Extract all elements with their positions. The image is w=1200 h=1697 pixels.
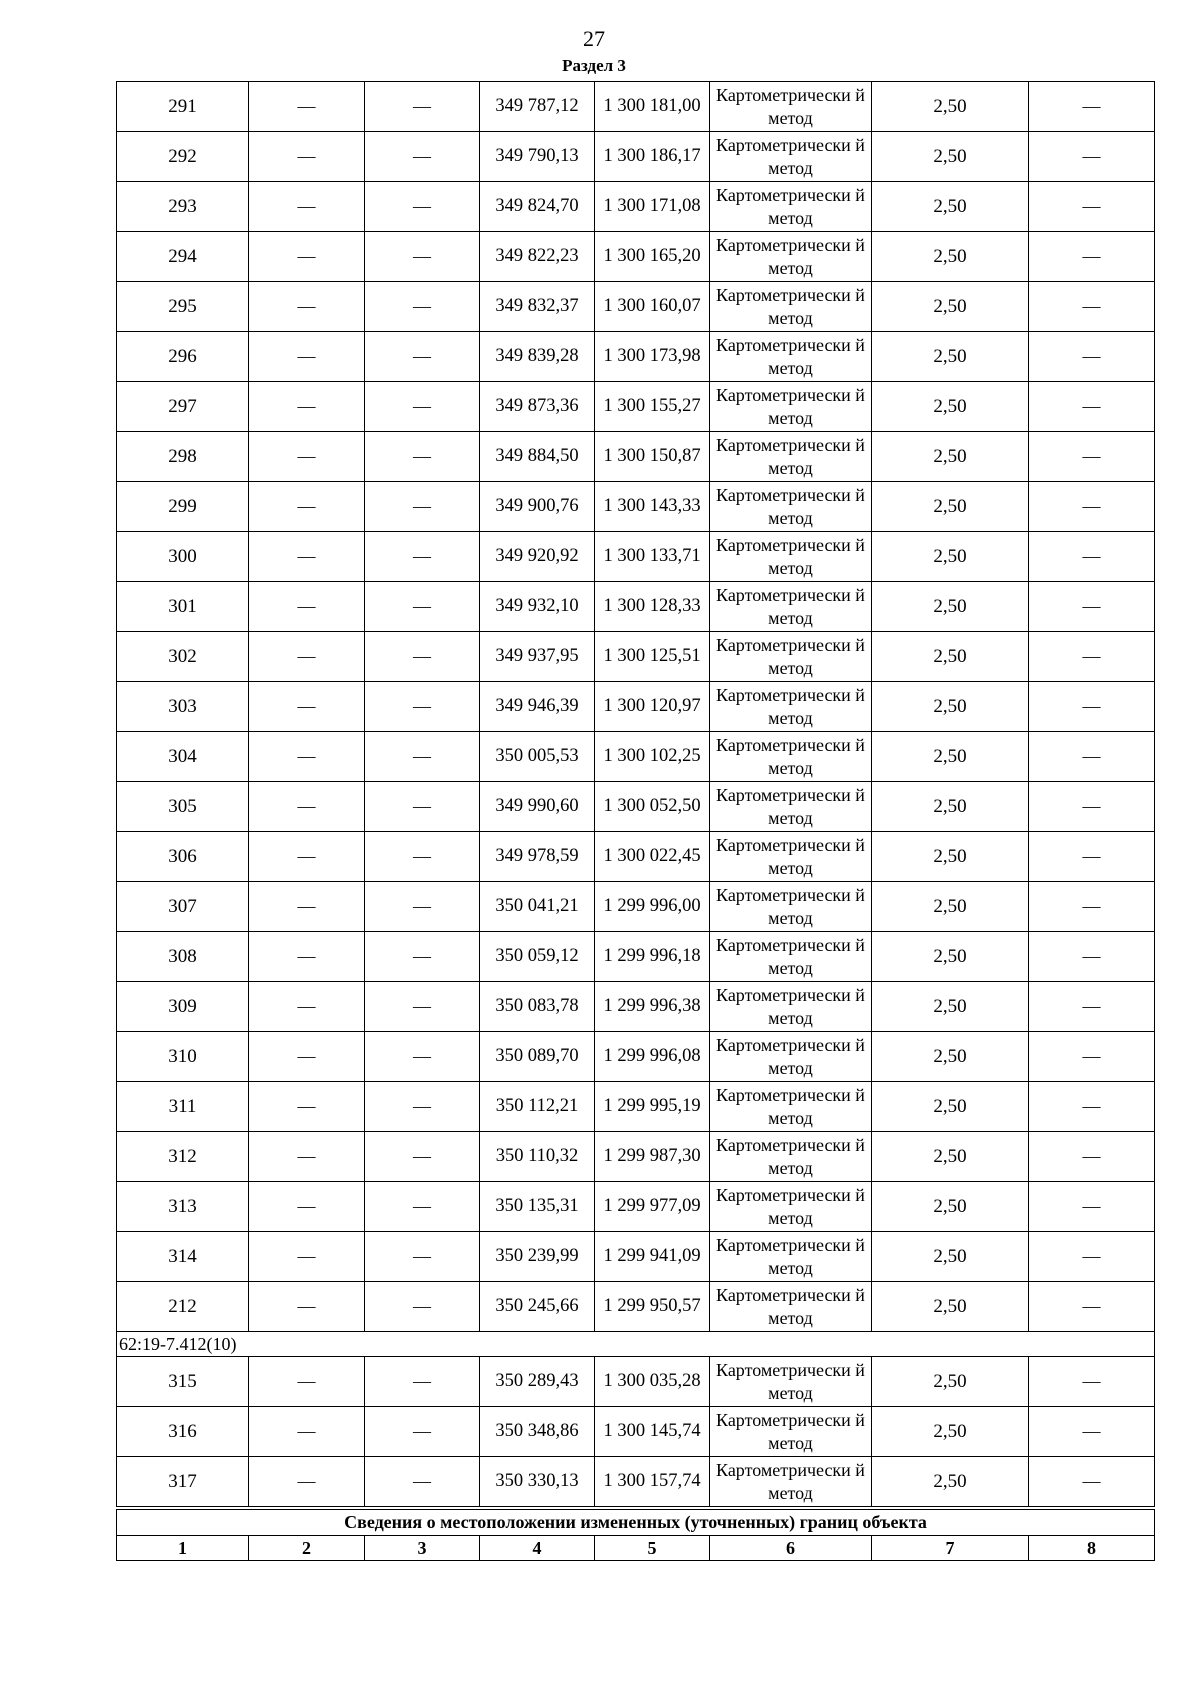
column-8-cell: —	[1029, 532, 1155, 582]
column-8-cell: —	[1029, 482, 1155, 532]
x-coordinate-cell: 349 787,12	[480, 82, 595, 132]
accuracy-cell: 2,50	[872, 182, 1029, 232]
point-number-cell: 212	[117, 1282, 249, 1332]
point-number-cell: 316	[117, 1407, 249, 1457]
column-8-cell: —	[1029, 82, 1155, 132]
column-2-cell: —	[249, 432, 365, 482]
x-coordinate-cell: 350 089,70	[480, 1032, 595, 1082]
table-row	[117, 382, 1155, 432]
column-2-cell: —	[249, 1357, 365, 1407]
method-cell: Картометрически й метод	[710, 732, 872, 782]
method-cell: Картометрически й метод	[710, 232, 872, 282]
point-number-cell: 291	[117, 82, 249, 132]
y-coordinate-cell: 1 300 102,25	[595, 732, 710, 782]
y-coordinate-cell: 1 300 022,45	[595, 832, 710, 882]
point-number-cell: 311	[117, 1082, 249, 1132]
column-2-cell: —	[249, 382, 365, 432]
point-number-cell: 308	[117, 932, 249, 982]
method-cell: Картометрически й метод	[710, 1282, 872, 1332]
method-cell: Картометрически й метод	[710, 182, 872, 232]
coordinates-table	[116, 81, 1155, 1561]
table-row	[117, 682, 1155, 732]
column-3-cell: —	[365, 932, 480, 982]
column-8-cell: —	[1029, 382, 1155, 432]
column-3-cell: —	[365, 82, 480, 132]
x-coordinate-cell: 350 289,43	[480, 1357, 595, 1407]
accuracy-cell: 2,50	[872, 882, 1029, 932]
method-cell: Картометрически й метод	[710, 1457, 872, 1509]
y-coordinate-cell: 1 300 155,27	[595, 382, 710, 432]
x-coordinate-cell: 349 832,37	[480, 282, 595, 332]
y-coordinate-cell: 1 299 950,57	[595, 1282, 710, 1332]
accuracy-cell: 2,50	[872, 432, 1029, 482]
column-3-cell: —	[365, 1357, 480, 1407]
x-coordinate-cell: 349 839,28	[480, 332, 595, 382]
column-number-cell: 4	[480, 1536, 595, 1561]
point-number-cell: 317	[117, 1457, 249, 1509]
column-2-cell: —	[249, 682, 365, 732]
table-row	[117, 932, 1155, 982]
column-number-cell: 1	[117, 1536, 249, 1561]
y-coordinate-cell: 1 300 125,51	[595, 632, 710, 682]
column-2-cell: —	[249, 132, 365, 182]
method-cell: Картометрически й метод	[710, 532, 872, 582]
table-row	[117, 482, 1155, 532]
point-number-cell: 295	[117, 282, 249, 332]
x-coordinate-cell: 350 330,13	[480, 1457, 595, 1509]
x-coordinate-cell: 349 990,60	[480, 782, 595, 832]
column-3-cell: —	[365, 1032, 480, 1082]
column-2-cell: —	[249, 1132, 365, 1182]
column-number-cell: 7	[872, 1536, 1029, 1561]
accuracy-cell: 2,50	[872, 1357, 1029, 1407]
y-coordinate-cell: 1 300 128,33	[595, 582, 710, 632]
table-row	[117, 1132, 1155, 1182]
column-number-cell: 6	[710, 1536, 872, 1561]
column-2-cell: —	[249, 1457, 365, 1509]
column-8-cell: —	[1029, 582, 1155, 632]
column-3-cell: —	[365, 1182, 480, 1232]
point-number-cell: 303	[117, 682, 249, 732]
x-coordinate-cell: 350 245,66	[480, 1282, 595, 1332]
column-8-cell: —	[1029, 982, 1155, 1032]
x-coordinate-cell: 350 005,53	[480, 732, 595, 782]
y-coordinate-cell: 1 300 035,28	[595, 1357, 710, 1407]
accuracy-cell: 2,50	[872, 282, 1029, 332]
y-coordinate-cell: 1 300 157,74	[595, 1457, 710, 1509]
column-2-cell: —	[249, 182, 365, 232]
x-coordinate-cell: 349 884,50	[480, 432, 595, 482]
point-number-cell: 307	[117, 882, 249, 932]
point-number-cell: 301	[117, 582, 249, 632]
column-8-cell: —	[1029, 1182, 1155, 1232]
point-number-cell: 294	[117, 232, 249, 282]
column-8-cell: —	[1029, 932, 1155, 982]
column-2-cell: —	[249, 482, 365, 532]
accuracy-cell: 2,50	[872, 1457, 1029, 1509]
method-cell: Картометрически й метод	[710, 1407, 872, 1457]
y-coordinate-cell: 1 299 995,19	[595, 1082, 710, 1132]
table-row	[117, 632, 1155, 682]
parcel-section-row	[117, 1332, 1155, 1357]
column-2-cell: —	[249, 932, 365, 982]
column-number-cell: 5	[595, 1536, 710, 1561]
accuracy-cell: 2,50	[872, 1232, 1029, 1282]
y-coordinate-cell: 1 299 996,08	[595, 1032, 710, 1082]
table-body	[117, 82, 1155, 1561]
point-number-cell: 297	[117, 382, 249, 432]
column-2-cell: —	[249, 832, 365, 882]
x-coordinate-cell: 349 873,36	[480, 382, 595, 432]
point-number-cell: 305	[117, 782, 249, 832]
point-number-cell: 293	[117, 182, 249, 232]
column-3-cell: —	[365, 382, 480, 432]
column-2-cell: —	[249, 82, 365, 132]
column-8-cell: —	[1029, 282, 1155, 332]
x-coordinate-cell: 350 112,21	[480, 1082, 595, 1132]
accuracy-cell: 2,50	[872, 532, 1029, 582]
table-row	[117, 1032, 1155, 1082]
column-2-cell: —	[249, 332, 365, 382]
column-3-cell: —	[365, 782, 480, 832]
y-coordinate-cell: 1 300 173,98	[595, 332, 710, 382]
summary-row	[117, 1508, 1155, 1536]
column-2-cell: —	[249, 1032, 365, 1082]
point-number-cell: 315	[117, 1357, 249, 1407]
method-cell: Картометрически й метод	[710, 832, 872, 882]
column-8-cell: —	[1029, 182, 1155, 232]
column-8-cell: —	[1029, 432, 1155, 482]
x-coordinate-cell: 349 790,13	[480, 132, 595, 182]
point-number-cell: 312	[117, 1132, 249, 1182]
column-3-cell: —	[365, 1082, 480, 1132]
y-coordinate-cell: 1 299 996,38	[595, 982, 710, 1032]
accuracy-cell: 2,50	[872, 1182, 1029, 1232]
method-cell: Картометрически й метод	[710, 682, 872, 732]
table-row	[117, 732, 1155, 782]
column-3-cell: —	[365, 132, 480, 182]
method-cell: Картометрически й метод	[710, 482, 872, 532]
method-cell: Картометрически й метод	[710, 782, 872, 832]
accuracy-cell: 2,50	[872, 782, 1029, 832]
column-8-cell: —	[1029, 682, 1155, 732]
x-coordinate-cell: 350 041,21	[480, 882, 595, 932]
column-2-cell: —	[249, 1232, 365, 1282]
method-cell: Картометрически й метод	[710, 932, 872, 982]
y-coordinate-cell: 1 300 165,20	[595, 232, 710, 282]
column-8-cell: —	[1029, 1357, 1155, 1407]
x-coordinate-cell: 349 978,59	[480, 832, 595, 882]
column-2-cell: —	[249, 232, 365, 282]
point-number-cell: 302	[117, 632, 249, 682]
point-number-cell: 309	[117, 982, 249, 1032]
accuracy-cell: 2,50	[872, 982, 1029, 1032]
column-8-cell: —	[1029, 882, 1155, 932]
column-8-cell: —	[1029, 832, 1155, 882]
page-number: 27	[583, 26, 605, 51]
point-number-cell: 313	[117, 1182, 249, 1232]
x-coordinate-cell: 350 059,12	[480, 932, 595, 982]
column-2-cell: —	[249, 732, 365, 782]
column-3-cell: —	[365, 232, 480, 282]
point-number-cell: 306	[117, 832, 249, 882]
column-2-cell: —	[249, 532, 365, 582]
column-2-cell: —	[249, 582, 365, 632]
y-coordinate-cell: 1 299 996,00	[595, 882, 710, 932]
y-coordinate-cell: 1 299 987,30	[595, 1132, 710, 1182]
column-8-cell: —	[1029, 132, 1155, 182]
method-cell: Картометрически й метод	[710, 282, 872, 332]
column-8-cell: —	[1029, 1132, 1155, 1182]
column-3-cell: —	[365, 682, 480, 732]
accuracy-cell: 2,50	[872, 932, 1029, 982]
method-cell: Картометрически й метод	[710, 882, 872, 932]
method-cell: Картометрически й метод	[710, 1182, 872, 1232]
summary-title: Сведения о местоположении измененных (уточненных) границ объекта	[117, 1508, 1155, 1536]
column-2-cell: —	[249, 782, 365, 832]
column-number-cell: 2	[249, 1536, 365, 1561]
accuracy-cell: 2,50	[872, 582, 1029, 632]
table-row	[117, 132, 1155, 182]
column-8-cell: —	[1029, 782, 1155, 832]
column-numbers-row	[117, 1536, 1155, 1561]
column-2-cell: —	[249, 632, 365, 682]
method-cell: Картометрически й метод	[710, 82, 872, 132]
column-8-cell: —	[1029, 232, 1155, 282]
accuracy-cell: 2,50	[872, 1282, 1029, 1332]
method-cell: Картометрически й метод	[710, 1132, 872, 1182]
point-number-cell: 304	[117, 732, 249, 782]
x-coordinate-cell: 349 920,92	[480, 532, 595, 582]
table-row	[117, 982, 1155, 1032]
y-coordinate-cell: 1 300 181,00	[595, 82, 710, 132]
column-3-cell: —	[365, 632, 480, 682]
column-3-cell: —	[365, 182, 480, 232]
column-8-cell: —	[1029, 1282, 1155, 1332]
y-coordinate-cell: 1 300 133,71	[595, 532, 710, 582]
method-cell: Картометрически й метод	[710, 1082, 872, 1132]
table-row	[117, 1232, 1155, 1282]
column-8-cell: —	[1029, 1032, 1155, 1082]
y-coordinate-cell: 1 300 145,74	[595, 1407, 710, 1457]
point-number-cell: 299	[117, 482, 249, 532]
x-coordinate-cell: 349 932,10	[480, 582, 595, 632]
table-row	[117, 1457, 1155, 1509]
y-coordinate-cell: 1 300 143,33	[595, 482, 710, 532]
method-cell: Картометрически й метод	[710, 1232, 872, 1282]
table-row	[117, 1407, 1155, 1457]
method-cell: Картометрически й метод	[710, 982, 872, 1032]
column-3-cell: —	[365, 332, 480, 382]
accuracy-cell: 2,50	[872, 832, 1029, 882]
point-number-cell: 310	[117, 1032, 249, 1082]
x-coordinate-cell: 349 946,39	[480, 682, 595, 732]
column-3-cell: —	[365, 532, 480, 582]
column-8-cell: —	[1029, 1457, 1155, 1509]
y-coordinate-cell: 1 299 996,18	[595, 932, 710, 982]
method-cell: Картометрически й метод	[710, 432, 872, 482]
y-coordinate-cell: 1 300 150,87	[595, 432, 710, 482]
column-3-cell: —	[365, 582, 480, 632]
column-3-cell: —	[365, 732, 480, 782]
accuracy-cell: 2,50	[872, 1407, 1029, 1457]
accuracy-cell: 2,50	[872, 132, 1029, 182]
accuracy-cell: 2,50	[872, 482, 1029, 532]
column-3-cell: —	[365, 1457, 480, 1509]
method-cell: Картометрически й метод	[710, 132, 872, 182]
section-title: Раздел 3	[562, 56, 626, 75]
accuracy-cell: 2,50	[872, 732, 1029, 782]
column-3-cell: —	[365, 432, 480, 482]
method-cell: Картометрически й метод	[710, 332, 872, 382]
table-row	[117, 1182, 1155, 1232]
table-row	[117, 182, 1155, 232]
method-cell: Картометрически й метод	[710, 1032, 872, 1082]
x-coordinate-cell: 349 824,70	[480, 182, 595, 232]
column-3-cell: —	[365, 982, 480, 1032]
accuracy-cell: 2,50	[872, 232, 1029, 282]
x-coordinate-cell: 350 135,31	[480, 1182, 595, 1232]
column-8-cell: —	[1029, 332, 1155, 382]
point-number-cell: 292	[117, 132, 249, 182]
accuracy-cell: 2,50	[872, 332, 1029, 382]
y-coordinate-cell: 1 300 171,08	[595, 182, 710, 232]
y-coordinate-cell: 1 300 186,17	[595, 132, 710, 182]
x-coordinate-cell: 350 239,99	[480, 1232, 595, 1282]
column-2-cell: —	[249, 882, 365, 932]
method-cell: Картометрически й метод	[710, 382, 872, 432]
column-number-cell: 3	[365, 1536, 480, 1561]
x-coordinate-cell: 350 083,78	[480, 982, 595, 1032]
y-coordinate-cell: 1 300 160,07	[595, 282, 710, 332]
table-row	[117, 832, 1155, 882]
column-2-cell: —	[249, 1282, 365, 1332]
table-row	[117, 1357, 1155, 1407]
table-row	[117, 232, 1155, 282]
column-3-cell: —	[365, 1282, 480, 1332]
column-8-cell: —	[1029, 1232, 1155, 1282]
method-cell: Картометрически й метод	[710, 582, 872, 632]
method-cell: Картометрически й метод	[710, 1357, 872, 1407]
table-row	[117, 282, 1155, 332]
y-coordinate-cell: 1 300 052,50	[595, 782, 710, 832]
method-cell: Картометрически й метод	[710, 632, 872, 682]
parcel-section-label: 62:19-7.412(10)	[117, 1332, 1155, 1357]
table-row	[117, 882, 1155, 932]
table-row	[117, 532, 1155, 582]
point-number-cell: 298	[117, 432, 249, 482]
column-3-cell: —	[365, 482, 480, 532]
accuracy-cell: 2,50	[872, 682, 1029, 732]
point-number-cell: 314	[117, 1232, 249, 1282]
column-8-cell: —	[1029, 1407, 1155, 1457]
x-coordinate-cell: 350 110,32	[480, 1132, 595, 1182]
accuracy-cell: 2,50	[872, 82, 1029, 132]
table-row	[117, 1282, 1155, 1332]
x-coordinate-cell: 349 900,76	[480, 482, 595, 532]
table-row	[117, 82, 1155, 132]
column-2-cell: —	[249, 282, 365, 332]
column-3-cell: —	[365, 1407, 480, 1457]
table-row	[117, 582, 1155, 632]
column-2-cell: —	[249, 1182, 365, 1232]
x-coordinate-cell: 349 822,23	[480, 232, 595, 282]
table-row	[117, 332, 1155, 382]
table-row	[117, 432, 1155, 482]
column-8-cell: —	[1029, 1082, 1155, 1132]
accuracy-cell: 2,50	[872, 632, 1029, 682]
x-coordinate-cell: 350 348,86	[480, 1407, 595, 1457]
y-coordinate-cell: 1 299 977,09	[595, 1182, 710, 1232]
column-3-cell: —	[365, 282, 480, 332]
y-coordinate-cell: 1 300 120,97	[595, 682, 710, 732]
column-8-cell: —	[1029, 732, 1155, 782]
column-3-cell: —	[365, 1232, 480, 1282]
accuracy-cell: 2,50	[872, 1132, 1029, 1182]
x-coordinate-cell: 349 937,95	[480, 632, 595, 682]
accuracy-cell: 2,50	[872, 1082, 1029, 1132]
column-number-cell: 8	[1029, 1536, 1155, 1561]
point-number-cell: 296	[117, 332, 249, 382]
column-2-cell: —	[249, 1082, 365, 1132]
column-3-cell: —	[365, 882, 480, 932]
y-coordinate-cell: 1 299 941,09	[595, 1232, 710, 1282]
accuracy-cell: 2,50	[872, 382, 1029, 432]
accuracy-cell: 2,50	[872, 1032, 1029, 1082]
column-3-cell: —	[365, 1132, 480, 1182]
column-2-cell: —	[249, 982, 365, 1032]
column-8-cell: —	[1029, 632, 1155, 682]
column-2-cell: —	[249, 1407, 365, 1457]
table-row	[117, 1082, 1155, 1132]
table-row	[117, 782, 1155, 832]
column-3-cell: —	[365, 832, 480, 882]
point-number-cell: 300	[117, 532, 249, 582]
